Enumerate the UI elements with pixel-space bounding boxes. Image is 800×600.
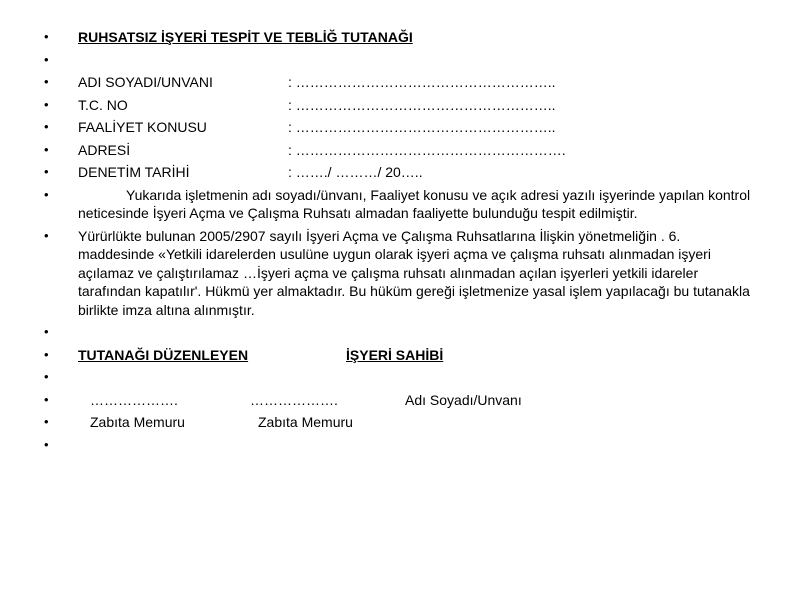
bullet: • [44, 414, 49, 429]
field-value: : ……………………………………………….. [288, 74, 556, 90]
bullet: • [44, 227, 49, 243]
owner-name-label: Adı Soyadı/Unvanı [405, 391, 522, 408]
bullet: • [44, 436, 49, 452]
field-label: ADI SOYADI/UNVANI [78, 74, 213, 90]
bullet: • [44, 369, 49, 384]
bullet: • [44, 119, 49, 134]
issuer-heading: TUTANAĞI DÜZENLEYEN [78, 346, 249, 363]
field-value: : ……./ ………/ 20….. [288, 164, 423, 180]
signature-heading-row [0, 344, 800, 367]
signature-line-officer-1: ………………. [90, 391, 178, 408]
bullet: • [44, 391, 49, 407]
bullet: • [44, 346, 49, 362]
bullet: • [44, 164, 49, 179]
field-label: T.C. NO [78, 96, 128, 113]
field-row-date [0, 161, 800, 184]
field-row-name [0, 71, 800, 94]
signature-titles-row [0, 411, 800, 434]
bullet: • [44, 29, 49, 44]
empty-row [0, 366, 800, 389]
bullet: • [44, 74, 49, 89]
field-label: DENETİM TARİHİ [78, 164, 190, 180]
document-body [0, 26, 800, 456]
field-row-tc [0, 94, 800, 117]
paragraph-row-1 [0, 184, 800, 225]
field-row-activity [0, 116, 800, 139]
paragraph-detection: Yukarıda işletmenin adı soyadı/ünvanı, Faaliyet konusu ve açık adresi yazılı işyerinde yapılan kontrol neticesinde İşyeri Açma ve Çalışma Ruhsatı almadan faaliyette bulunduğu tespit edilmiştir. [78, 186, 751, 221]
field-value: : ……………………………………………….. [288, 96, 556, 113]
empty-row [0, 321, 800, 344]
bullet: • [44, 96, 49, 112]
field-label: ADRESİ [78, 141, 131, 158]
paragraph-row-2 [0, 225, 800, 322]
bullet: • [44, 51, 49, 67]
empty-row [0, 434, 800, 457]
field-label: FAALİYET KONUSU [78, 119, 207, 135]
field-value: : …………………………………………………. [288, 141, 566, 158]
officer-1-title: Zabıta Memuru [90, 414, 185, 430]
officer-2-title: Zabıta Memuru [258, 414, 353, 430]
owner-heading: İŞYERİ SAHİBİ [346, 346, 444, 363]
bullet: • [44, 186, 49, 202]
bullet: • [44, 324, 49, 339]
title-row [0, 26, 800, 49]
paragraph-regulation: Yürürlükte bulunan 2005/2907 sayılı İşyeri Açma ve Çalışma Ruhsatlarına İlişkin yönetmeliğin . 6. maddesinde «Yetkili idarelerden usulüne uygun olarak işyeri açma ve çalışma ruhsatı alınmadan işyeri açılamaz ve çalıştırılamaz …İşyeri açma ve çalışma ruhsatı alınmadan açılan işyerleri yetkili idareler tarafından kapatılır'. Hükmü yer almaktadır. Bu hüküm gereği işletmenize yasal işlem yapılacağı bu tutanakla birlikte imza altına alınmıştır. [78, 227, 750, 318]
signature-line-officer-2: ………………. [250, 391, 338, 408]
bullet: • [44, 141, 49, 157]
empty-row [0, 49, 800, 72]
document-title: RUHSATSIZ İŞYERİ TESPİT VE TEBLİĞ TUTANAĞI [78, 29, 413, 45]
field-row-address [0, 139, 800, 162]
field-value: : ……………………………………………….. [288, 119, 556, 135]
signature-dots-row [0, 389, 800, 412]
